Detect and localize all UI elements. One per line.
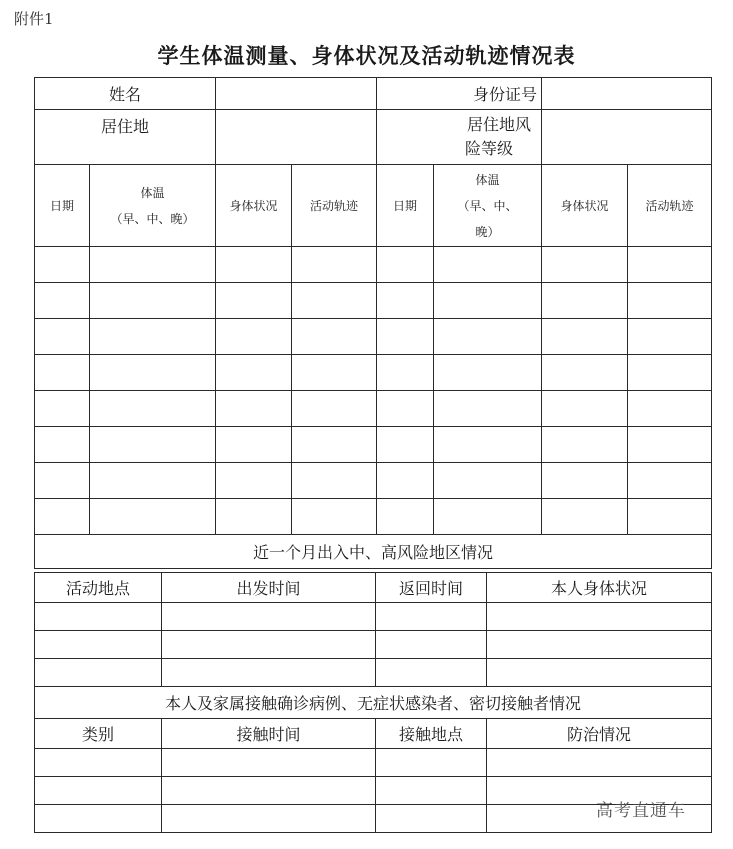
log-header-row xyxy=(35,165,712,247)
blank-cell[interactable] xyxy=(434,499,542,535)
blank-cell[interactable] xyxy=(292,355,377,391)
contact-header-row xyxy=(35,719,712,749)
blank-cell[interactable] xyxy=(90,499,216,535)
blank-cell[interactable] xyxy=(35,247,90,283)
blank-cell[interactable] xyxy=(628,283,712,319)
col-temperature-2-label: 体温 xyxy=(475,172,500,187)
residence-field[interactable] xyxy=(216,110,377,165)
blank-cell[interactable] xyxy=(90,391,216,427)
blank-cell[interactable] xyxy=(377,319,434,355)
blank-cell[interactable] xyxy=(542,463,628,499)
blank-cell[interactable] xyxy=(162,805,376,833)
blank-cell[interactable] xyxy=(216,427,292,463)
blank-cell[interactable] xyxy=(434,463,542,499)
blank-cell[interactable] xyxy=(377,247,434,283)
blank-cell[interactable] xyxy=(90,427,216,463)
table-row xyxy=(35,749,712,777)
blank-cell[interactable] xyxy=(487,749,712,777)
table-row xyxy=(35,499,712,535)
col-track: 活动轨迹 xyxy=(292,165,377,247)
col-temperature-2-times-end: 晚） xyxy=(475,224,500,239)
blank-cell[interactable] xyxy=(376,749,487,777)
contact-col-place: 接触地点 xyxy=(376,719,487,749)
col-health: 身体状况 xyxy=(216,165,292,247)
residence-row xyxy=(35,110,712,165)
blank-cell[interactable] xyxy=(628,499,712,535)
table-row xyxy=(35,631,712,659)
name-label: 姓名 xyxy=(35,78,216,110)
risk-label-line2: 险等级 xyxy=(465,139,514,158)
blank-cell[interactable] xyxy=(376,631,487,659)
blank-cell[interactable] xyxy=(376,603,487,631)
blank-cell[interactable] xyxy=(377,355,434,391)
blank-cell[interactable] xyxy=(35,355,90,391)
table-row xyxy=(35,391,712,427)
col-track-2: 活动轨迹 xyxy=(628,165,712,247)
blank-cell[interactable] xyxy=(90,355,216,391)
travel-col-place: 活动地点 xyxy=(35,573,162,603)
name-field[interactable] xyxy=(216,78,377,110)
blank-cell[interactable] xyxy=(487,631,712,659)
table-row xyxy=(35,603,712,631)
contact-col-prevention: 防治情况 xyxy=(487,719,712,749)
blank-cell[interactable] xyxy=(434,319,542,355)
blank-cell[interactable] xyxy=(35,805,162,833)
blank-cell[interactable] xyxy=(35,427,90,463)
blank-cell[interactable] xyxy=(90,319,216,355)
blank-cell[interactable] xyxy=(162,603,376,631)
travel-body xyxy=(35,603,712,687)
contact-section-title: 本人及家属接触确诊病例、无症状感染者、密切接触者情况 xyxy=(35,687,712,719)
blank-cell[interactable] xyxy=(216,283,292,319)
blank-cell[interactable] xyxy=(434,427,542,463)
blank-cell[interactable] xyxy=(542,499,628,535)
blank-cell[interactable] xyxy=(542,319,628,355)
contact-col-category: 类别 xyxy=(35,719,162,749)
blank-cell[interactable] xyxy=(292,463,377,499)
blank-cell[interactable] xyxy=(35,391,90,427)
log-body xyxy=(35,247,712,535)
blank-cell[interactable] xyxy=(35,319,90,355)
travel-header-row xyxy=(35,573,712,603)
blank-cell[interactable] xyxy=(542,391,628,427)
blank-cell[interactable] xyxy=(35,749,162,777)
table-row xyxy=(35,283,712,319)
name-row xyxy=(35,78,712,110)
travel-col-return: 返回时间 xyxy=(376,573,487,603)
contact-title-row xyxy=(35,687,712,719)
travel-title-row xyxy=(35,535,712,569)
id-label: 身份证号 xyxy=(377,78,542,110)
table-row xyxy=(35,355,712,391)
blank-cell[interactable] xyxy=(35,631,162,659)
blank-cell[interactable] xyxy=(628,247,712,283)
table-row xyxy=(35,247,712,283)
blank-cell[interactable] xyxy=(434,391,542,427)
col-temperature-label: 体温 xyxy=(140,185,165,200)
blank-cell[interactable] xyxy=(377,499,434,535)
blank-cell[interactable] xyxy=(162,777,376,805)
form-title: 学生体温测量、身体状况及活动轨迹情况表 xyxy=(157,43,576,68)
residence-label: 居住地 xyxy=(35,110,216,165)
blank-cell[interactable] xyxy=(35,283,90,319)
blank-cell[interactable] xyxy=(376,805,487,833)
col-date-2: 日期 xyxy=(377,165,434,247)
blank-cell[interactable] xyxy=(90,247,216,283)
contact-col-time: 接触时间 xyxy=(162,719,376,749)
blank-cell[interactable] xyxy=(487,659,712,687)
blank-cell[interactable] xyxy=(377,283,434,319)
blank-cell[interactable] xyxy=(90,463,216,499)
blank-cell[interactable] xyxy=(377,463,434,499)
table-row xyxy=(35,463,712,499)
blank-cell[interactable] xyxy=(376,777,487,805)
col-date: 日期 xyxy=(35,165,90,247)
blank-cell[interactable] xyxy=(377,391,434,427)
blank-cell[interactable] xyxy=(35,463,90,499)
blank-cell[interactable] xyxy=(628,463,712,499)
blank-cell[interactable] xyxy=(162,749,376,777)
blank-cell[interactable] xyxy=(434,247,542,283)
blank-cell[interactable] xyxy=(376,659,487,687)
attachment-label: 附件1 xyxy=(14,10,54,28)
blank-cell[interactable] xyxy=(216,499,292,535)
col-temperature-2-times: （早、中、 xyxy=(457,198,518,213)
travel-table xyxy=(34,572,712,719)
blank-cell[interactable] xyxy=(292,391,377,427)
risk-level-field[interactable] xyxy=(542,110,712,165)
blank-cell[interactable] xyxy=(628,355,712,391)
travel-section-title: 近一个月出入中、高风险地区情况 xyxy=(35,535,712,569)
col-health-2: 身体状况 xyxy=(542,165,628,247)
blank-cell[interactable] xyxy=(292,283,377,319)
blank-cell[interactable] xyxy=(216,247,292,283)
blank-cell[interactable] xyxy=(292,247,377,283)
blank-cell[interactable] xyxy=(542,355,628,391)
blank-cell[interactable] xyxy=(542,247,628,283)
blank-cell[interactable] xyxy=(292,499,377,535)
blank-cell[interactable] xyxy=(542,283,628,319)
blank-cell[interactable] xyxy=(628,319,712,355)
blank-cell[interactable] xyxy=(35,603,162,631)
blank-cell[interactable] xyxy=(292,427,377,463)
col-temperature-times: （早、中、晚） xyxy=(110,211,195,226)
col-temperature-2 xyxy=(434,165,542,247)
blank-cell[interactable] xyxy=(542,427,628,463)
blank-cell[interactable] xyxy=(162,659,376,687)
table-row xyxy=(35,319,712,355)
health-log-table xyxy=(34,77,712,569)
table-row xyxy=(35,659,712,687)
table-row xyxy=(35,427,712,463)
id-field[interactable] xyxy=(542,78,712,110)
blank-cell[interactable] xyxy=(434,283,542,319)
blank-cell[interactable] xyxy=(35,499,90,535)
blank-cell[interactable] xyxy=(216,391,292,427)
blank-cell[interactable] xyxy=(377,427,434,463)
blank-cell[interactable] xyxy=(216,463,292,499)
blank-cell[interactable] xyxy=(35,659,162,687)
blank-cell[interactable] xyxy=(216,319,292,355)
blank-cell[interactable] xyxy=(628,391,712,427)
travel-col-depart: 出发时间 xyxy=(162,573,376,603)
blank-cell[interactable] xyxy=(434,355,542,391)
blank-cell[interactable] xyxy=(162,631,376,659)
risk-level-label xyxy=(377,110,542,165)
blank-cell[interactable] xyxy=(292,319,377,355)
blank-cell[interactable] xyxy=(628,427,712,463)
travel-col-health: 本人身体状况 xyxy=(487,573,712,603)
risk-label-line1: 居住地风 xyxy=(467,115,532,134)
blank-cell[interactable] xyxy=(487,603,712,631)
blank-cell[interactable] xyxy=(90,283,216,319)
blank-cell[interactable] xyxy=(35,777,162,805)
watermark: 高考直通车 xyxy=(596,801,686,821)
blank-cell[interactable] xyxy=(216,355,292,391)
col-temperature xyxy=(90,165,216,247)
